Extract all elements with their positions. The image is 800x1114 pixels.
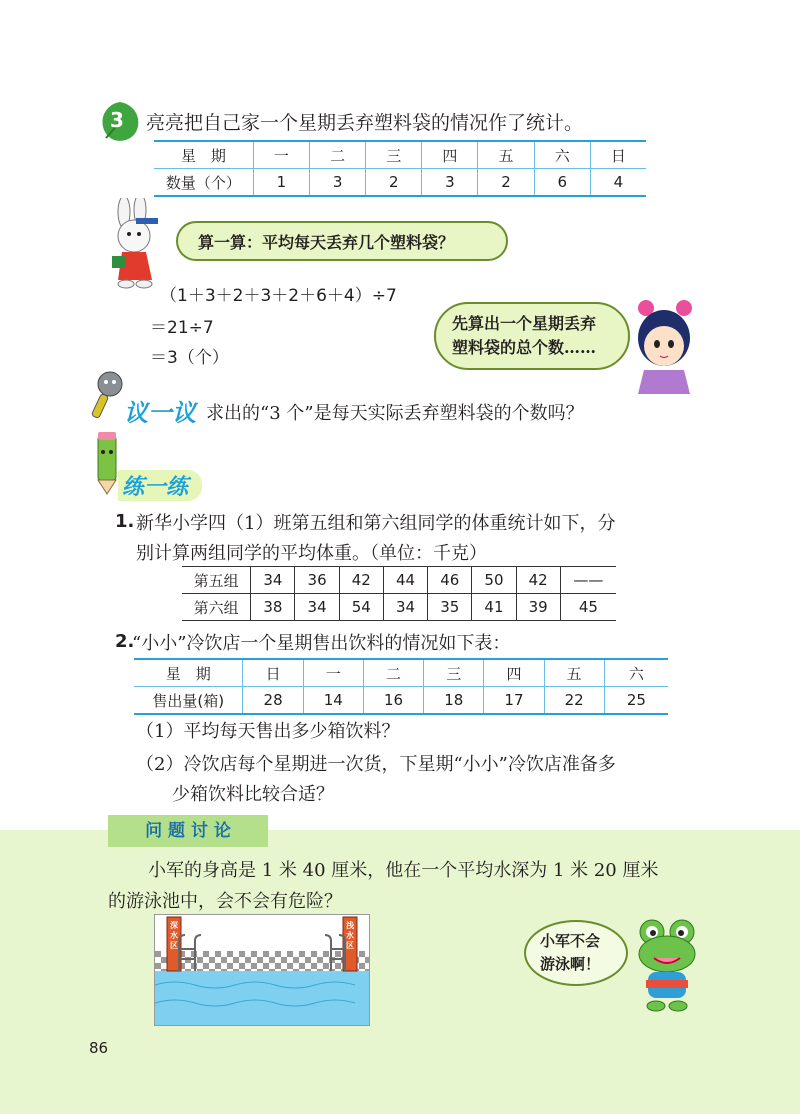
rabbit-bubble-text: 算一算：平均每天丢弃几个塑料袋？ [198,233,455,252]
weight-table-cell: 44 [383,567,427,594]
bag-table-cell: 五 [478,141,534,169]
plastic-bag-table [154,140,646,197]
sales-table-cell: 22 [544,687,604,715]
sales-table-cell: 25 [604,687,668,715]
bag-table-cell: 三 [366,141,422,169]
weight-table-row [182,567,616,594]
example-number: 3 [110,108,124,132]
shallow-water-sign: 浅水区 [346,921,354,950]
bag-table-cell: 6 [534,169,590,197]
sales-table-cell: 18 [424,687,484,715]
drink-sales-table [134,658,668,715]
sales-table-cell: 17 [484,687,544,715]
bag-table-cell: 3 [310,169,366,197]
weight-table-cell: 35 [428,594,472,621]
sales-table-cell: 六 [604,659,668,687]
sales-table-cell: 一 [303,659,363,687]
microphone-mascot-icon [88,370,128,422]
bag-table-cell: 1 [253,169,309,197]
page-number: 86 [89,1039,109,1057]
q1-line-2: 别计算两组同学的平均体重。（单位：千克） [136,543,487,564]
sales-table-cell: 四 [484,659,544,687]
weight-table-cell: 36 [295,567,339,594]
weight-table-cell: 34 [295,594,339,621]
bag-table-row-header: 数量（个） [165,173,241,192]
sales-table-cell: 日 [243,659,303,687]
bag-table-row-header: 星 期 [154,141,253,169]
q2-sub-2-line-2: 少箱饮料比较合适？ [172,784,334,805]
sales-table-row-header: 星 期 [134,659,243,687]
bag-table-row [154,141,646,169]
weight-table-row [182,594,616,621]
weight-table-cell: 39 [516,594,560,621]
calc-line-2: ＝21÷7 [150,318,214,338]
discuss-label: 议一议 [124,399,196,427]
discuss-text: 求出的“3 个”是每天实际丢弃塑料袋的个数吗？ [206,403,584,424]
sales-table-row-header: 售出量(箱) [152,691,225,710]
weight-table-cell: 46 [428,567,472,594]
practice-label: 练一练 [118,470,202,501]
sales-table-cell: 二 [363,659,423,687]
sales-table-row [134,659,668,687]
rabbit-character [102,198,168,290]
girl-bubble-line-2: 塑料袋的总个数…… [452,338,597,357]
frog-character [632,918,702,1012]
q2-sub-1: （1）平均每天售出多少箱饮料？ [136,721,400,742]
bag-table-cell: 日 [590,141,646,169]
q1-number: 1. [115,511,135,532]
weight-table-cell: —— [560,567,616,594]
weight-table-row-header: 第五组 [182,567,251,594]
sales-table-row [134,687,668,715]
calc-line-3: ＝3（个） [150,348,229,368]
weight-table-cell: 54 [339,594,383,621]
swimming-pool-illustration [154,914,370,1026]
bag-table-cell: 六 [534,141,590,169]
weight-table-row-header: 第六组 [193,598,239,617]
weight-table-cell: 41 [472,594,516,621]
problem-line-2: 的游泳池中，会不会有危险？ [108,891,342,912]
sales-table-cell: 16 [363,687,423,715]
bag-table-cell: 4 [590,169,646,197]
q2-text: “小小”冷饮店一个星期售出饮料的情况如下表： [132,633,511,654]
weight-table-cell: 34 [383,594,427,621]
q2-sub-2-line-1: （2）冷饮店每个星期进一次货，下星期“小小”冷饮店准备多 [136,754,616,775]
weight-table-cell: 50 [472,567,516,594]
girl-character [632,298,696,394]
weight-table [182,566,616,621]
bag-table-cell: 二 [310,141,366,169]
weight-table-cell: 45 [560,594,616,621]
problem-title: 问 题 讨 论 [108,815,268,847]
sales-table-cell: 五 [544,659,604,687]
problem-line-1: 小军的身高是 1 米 40 厘米，他在一个平均水深为 1 米 20 厘米 [148,860,659,881]
frog-bubble-line-1: 小军不会 [540,932,601,950]
example-3-leaf-icon [98,100,142,144]
frog-bubble-line-2: 游泳啊！ [540,955,601,973]
bag-table-row [154,169,646,197]
girl-bubble-line-1: 先算出一个星期丢弃 [452,314,597,333]
sales-table-cell: 28 [243,687,303,715]
bag-table-cell: 四 [422,141,478,169]
example-text: 亮亮把自己家一个星期丢弃塑料袋的情况作了统计。 [146,112,584,134]
q2-number: 2. [115,631,135,652]
sales-table-cell: 三 [424,659,484,687]
bag-table-cell: 2 [478,169,534,197]
q1-line-1: 新华小学四（1）班第五组和第六组同学的体重统计如下，分 [136,513,616,534]
weight-table-cell: 42 [339,567,383,594]
weight-table-cell: 34 [251,567,295,594]
bag-table-cell: 2 [366,169,422,197]
deep-water-sign: 深水区 [170,921,178,950]
bag-table-cell: 一 [253,141,309,169]
bag-table-cell: 3 [422,169,478,197]
sales-table-cell: 14 [303,687,363,715]
weight-table-cell: 42 [516,567,560,594]
calc-line-1: （1＋3＋2＋3＋2＋6＋4）÷7 [160,286,397,306]
weight-table-cell: 38 [251,594,295,621]
